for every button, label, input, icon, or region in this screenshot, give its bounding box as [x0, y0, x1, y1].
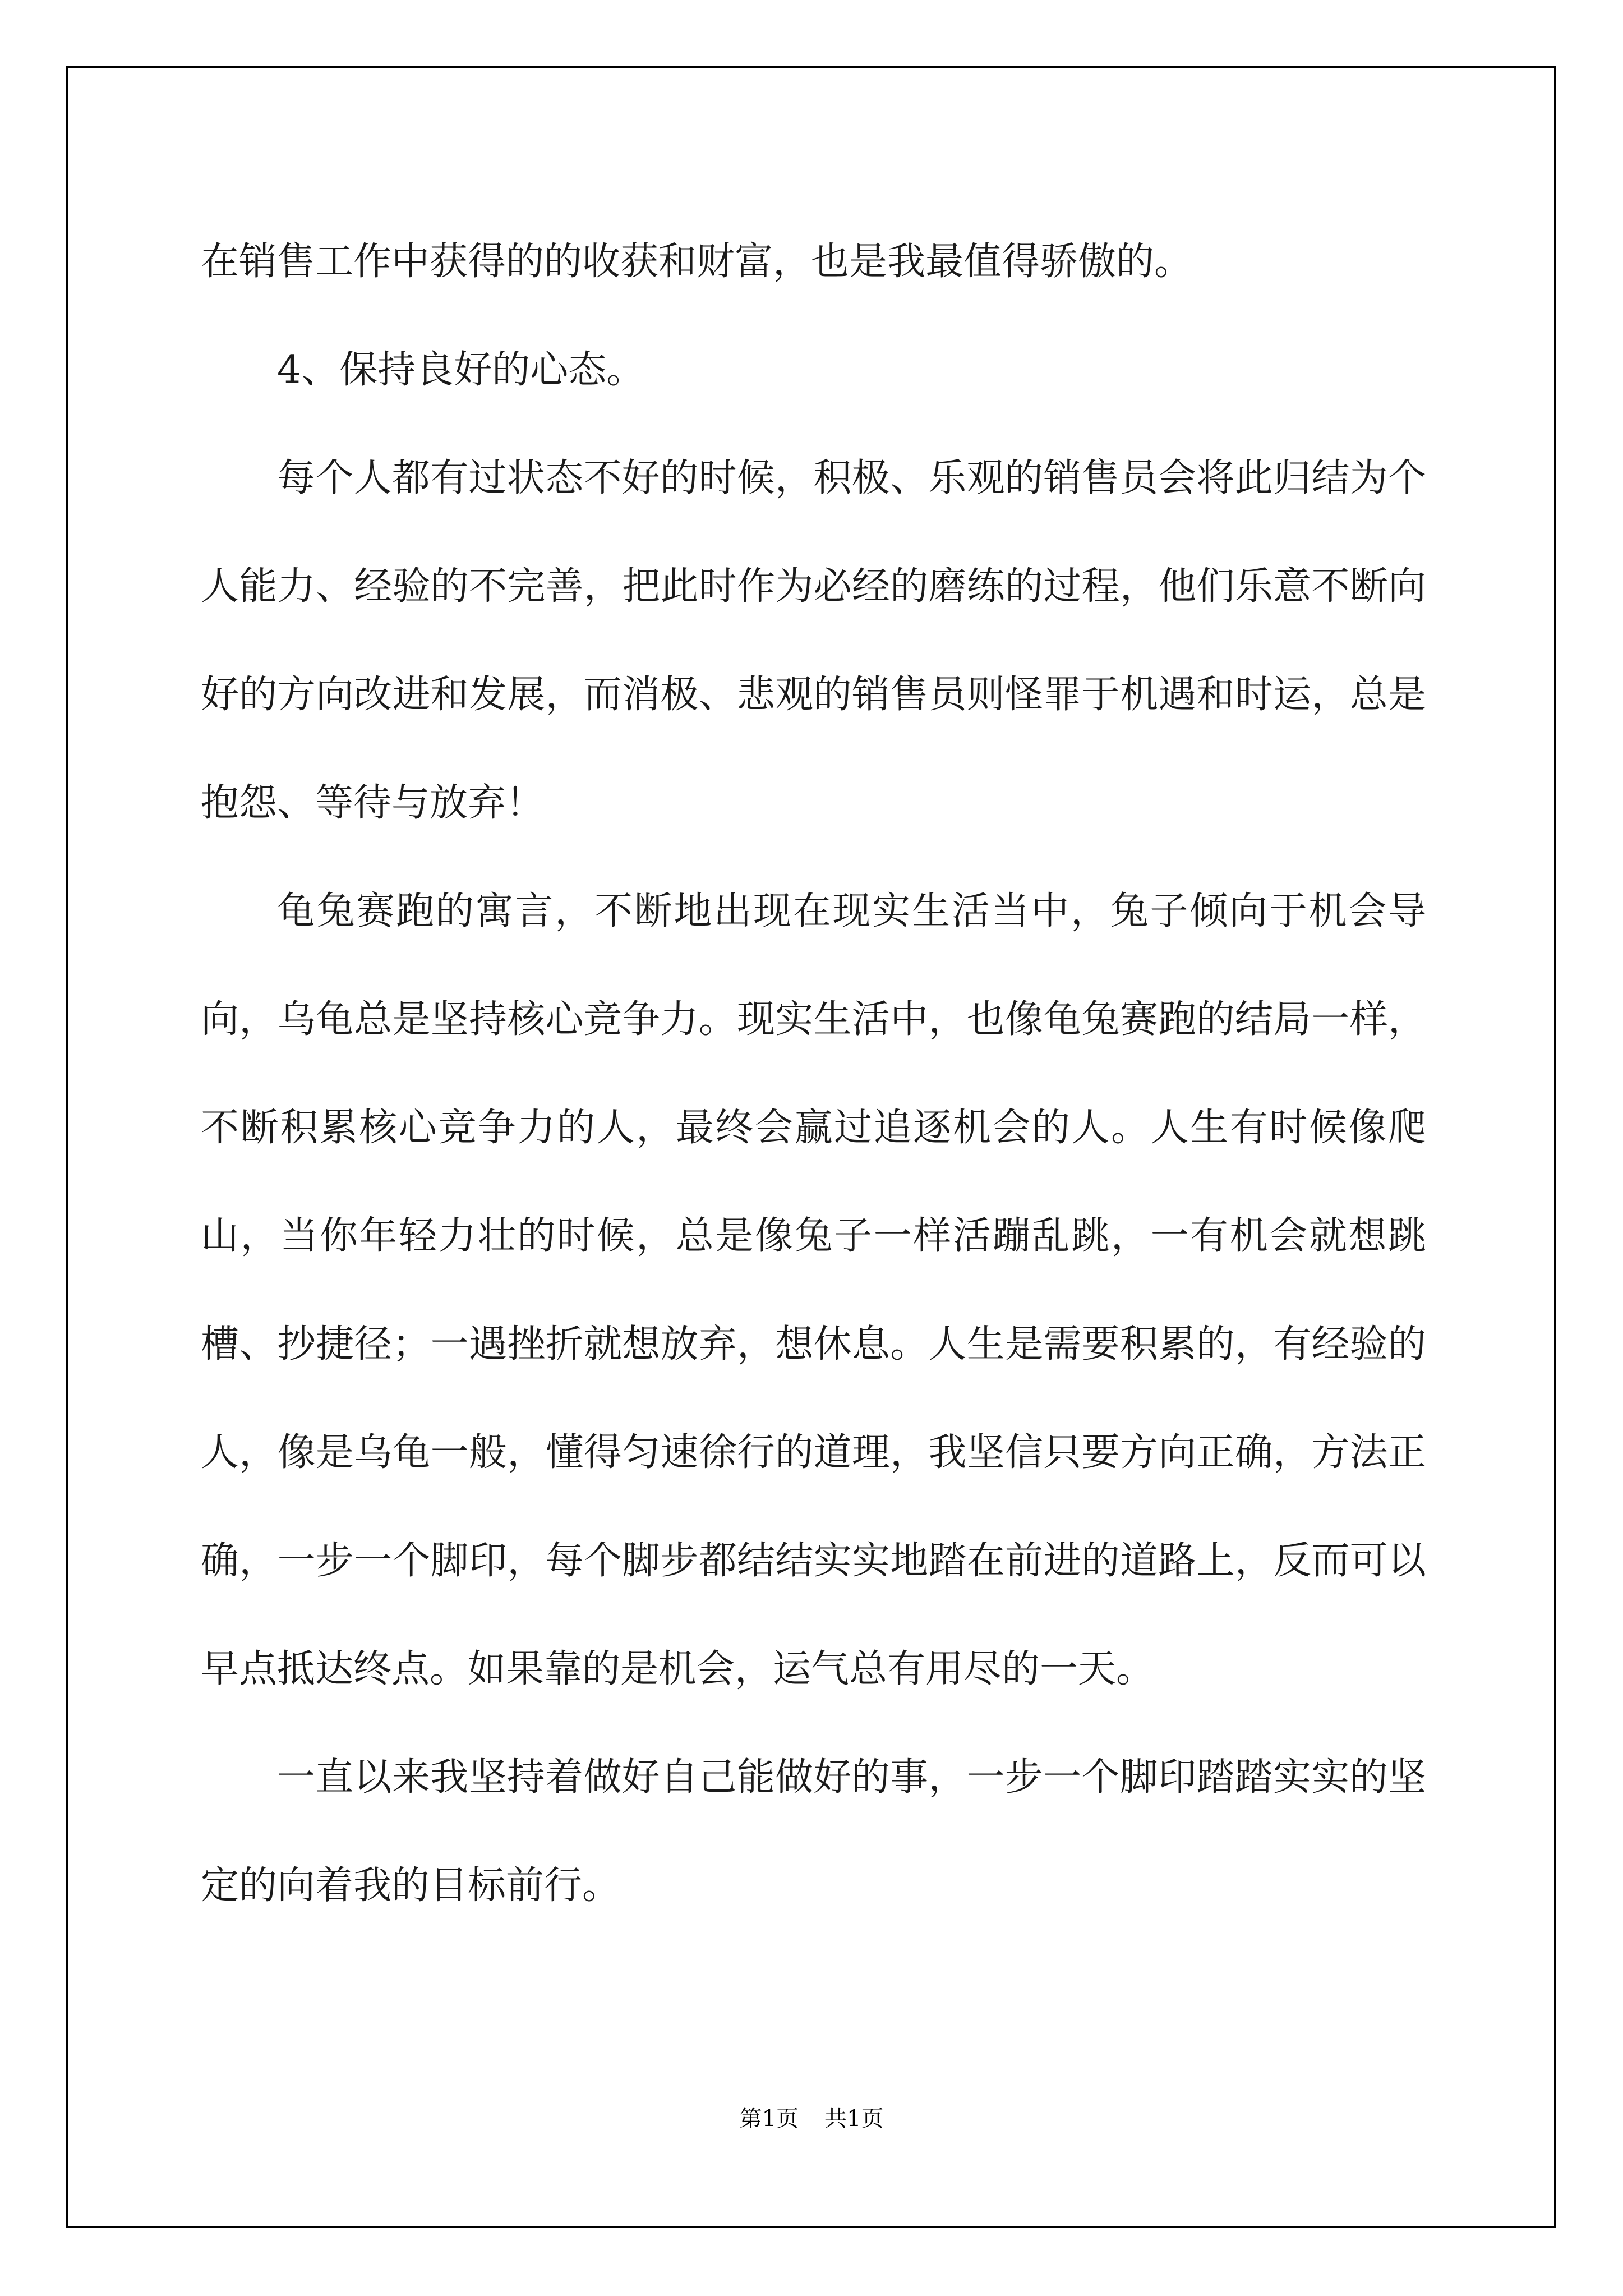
paragraph-4: 龟兔赛跑的寓言，不断地出现在现实生活当中，兔子倾向于机会导向，乌龟总是坚持核心竞争力。现实生活中，也像龟兔赛跑的结局一样，不断积累核心竞争力的人，最终会赢过追逐机会的人。人生有时候像爬山，当你年轻力壮的时候，总是像兔子一样活蹦乱跳，一有机会就想跳槽、抄捷径；一遇挫折就想放弃，想休息。人生是需要积累的，有经验的人，像是乌龟一般，懂得匀速徐行的道理，我坚信只要方向正确，方法正确，一步一个脚印，每个脚步都结结实实地踏在前进的道路上，反而可以早点抵达终点。如果靠的是机会，运气总有用尽的一天。 [201, 889, 1426, 1691]
page-number-total: 共1页 [824, 2106, 884, 2132]
document-body [201, 208, 1426, 1940]
page-number-current: 第1页 [739, 2106, 799, 2132]
paragraph-2-heading: 4、保持良好的心态。 [277, 348, 645, 392]
paragraph-1: 在销售工作中获得的的收获和财富，也是我最值得骄傲的。 [201, 240, 1193, 284]
page-footer [0, 2101, 1623, 2133]
paragraph-5: 一直以来我坚持着做好自己能做好的事，一步一个脚印踏踏实实的坚定的向着我的目标前行。 [201, 1755, 1426, 1908]
paragraph-3: 每个人都有过状态不好的时候，积极、乐观的销售员会将此归结为个人能力、经验的不完善，把此时作为必经的磨练的过程，他们乐意不断向好的方向改进和发展，而消极、悲观的销售员则怪罪于机遇和时运，总是抱怨、等待与放弃！ [201, 456, 1426, 825]
